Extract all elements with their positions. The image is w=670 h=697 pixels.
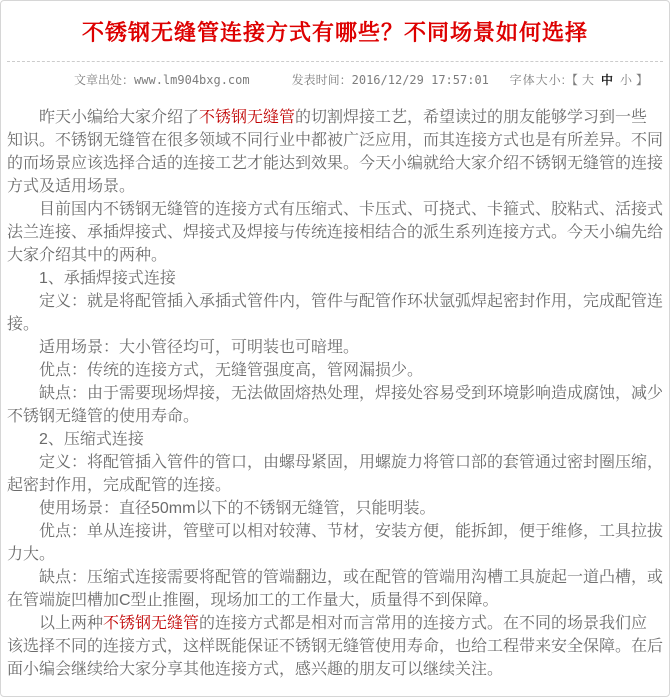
bracket-open: 【 bbox=[565, 73, 579, 87]
font-size-small-button[interactable]: 小 bbox=[619, 73, 633, 87]
bracket-close: 】 bbox=[635, 73, 649, 87]
paragraph-text: 缺点：压缩式连接需要将配管的管端翻边，或在配管的管端用沟槽工具旋起一道凸槽，或在管端旋凹槽加C型止推圈，现场加工的工作量大，质量得不到保障。 bbox=[7, 569, 664, 609]
paragraph bbox=[7, 336, 663, 359]
paragraph bbox=[7, 359, 663, 382]
publish-time bbox=[292, 71, 489, 88]
paragraph bbox=[7, 612, 663, 681]
paragraph-text: 定义：将配管插入管件的管口，由螺母紧固，用螺旋力将管口部的套管通过密封圈压缩，起密封作用，完成配管的连接。 bbox=[7, 454, 664, 494]
font-size-control bbox=[510, 71, 649, 88]
paragraph-text: 昨天小编给大家介绍了 bbox=[39, 109, 200, 126]
paragraph bbox=[7, 566, 663, 612]
article-body bbox=[1, 96, 669, 681]
paragraph bbox=[7, 520, 663, 566]
paragraph-text: 使用场景：直径50mm以下的不锈钢无缝管，只能明装。 bbox=[39, 500, 436, 517]
paragraph bbox=[7, 497, 663, 520]
paragraph bbox=[7, 290, 663, 336]
paragraph bbox=[7, 267, 663, 290]
meta-bar bbox=[1, 62, 669, 96]
paragraph bbox=[7, 106, 663, 198]
paragraph-text: 优点：传统的连接方式，无缝管强度高，管网漏损少。 bbox=[39, 362, 424, 379]
paragraph-text: 的切割焊接工艺，希望读过的朋友能够学习到一些知识。不锈钢无缝管在很多领域不同行业中都被广泛应用，而其连接方式也是有所差异。不同的而场景应该选择合适的连接工艺才能达到效果。今天小编就给大家介绍不锈钢无缝管的连接方式及适用场景。 bbox=[7, 109, 664, 195]
font-size-label: 字体大小: bbox=[509, 73, 566, 87]
paragraph-text: 适用场景：大小管径均可，可明装也可暗埋。 bbox=[39, 339, 360, 356]
source-label: 文章出处： bbox=[74, 73, 135, 87]
publish-time-label: 发表时间： bbox=[291, 73, 352, 87]
article-source bbox=[74, 71, 250, 88]
font-size-medium-button[interactable]: 中 bbox=[600, 73, 614, 87]
paragraph-text: 优点：单从连接讲，管壁可以相对较薄、节材，安装方便，能拆卸，便于维修，工具拉拔力大。 bbox=[7, 523, 664, 563]
paragraph bbox=[7, 198, 663, 267]
paragraph bbox=[7, 382, 663, 428]
paragraph-text: 缺点：由于需要现场焊接，无法做固熔热处理，焊接处容易受到环境影响造成腐蚀，减少不锈钢无缝管的使用寿命。 bbox=[7, 385, 664, 425]
inline-keyword-link[interactable]: 不锈钢无缝管 bbox=[199, 109, 296, 126]
paragraph-text: 以上两种 bbox=[39, 615, 104, 632]
publish-time-value: 2016/12/29 17:57:01 bbox=[351, 73, 489, 87]
paragraph bbox=[7, 451, 663, 497]
inline-keyword-link[interactable]: 不锈钢无缝管 bbox=[103, 615, 200, 632]
paragraph-text: 定义：就是将配管插入承插式管件内，管件与配管作环状氩弧焊起密封作用，完成配管连接。 bbox=[7, 293, 664, 333]
paragraph-text: 2、压缩式连接 bbox=[39, 431, 144, 448]
paragraph bbox=[7, 428, 663, 451]
source-value: www.lm904bxg.com bbox=[134, 73, 250, 87]
page-title: 不锈钢无缝管连接方式有哪些？不同场景如何选择 bbox=[81, 20, 588, 45]
paragraph-text: 1、承插焊接式连接 bbox=[39, 270, 176, 287]
paragraph-text: 目前国内不锈钢无缝管的连接方式有压缩式、卡压式、可挠式、卡箍式、胶粘式、活接式法兰连接、承插焊接式、焊接式及焊接与传统连接相结合的派生系列连接方式。今天小编先给大家介绍其中的两种。 bbox=[7, 201, 664, 264]
font-size-large-button[interactable]: 大 bbox=[581, 73, 595, 87]
paragraph-text: 的连接方式都是相对而言常用的连接方式。在不同的场景我们应该选择不同的连接方式，这样既能保证不锈钢无缝管使用寿命，也给工程带来安全保障。在后面小编会继续给大家分享其他连接方式，感兴趣的朋友可以继续关注。 bbox=[7, 615, 664, 678]
